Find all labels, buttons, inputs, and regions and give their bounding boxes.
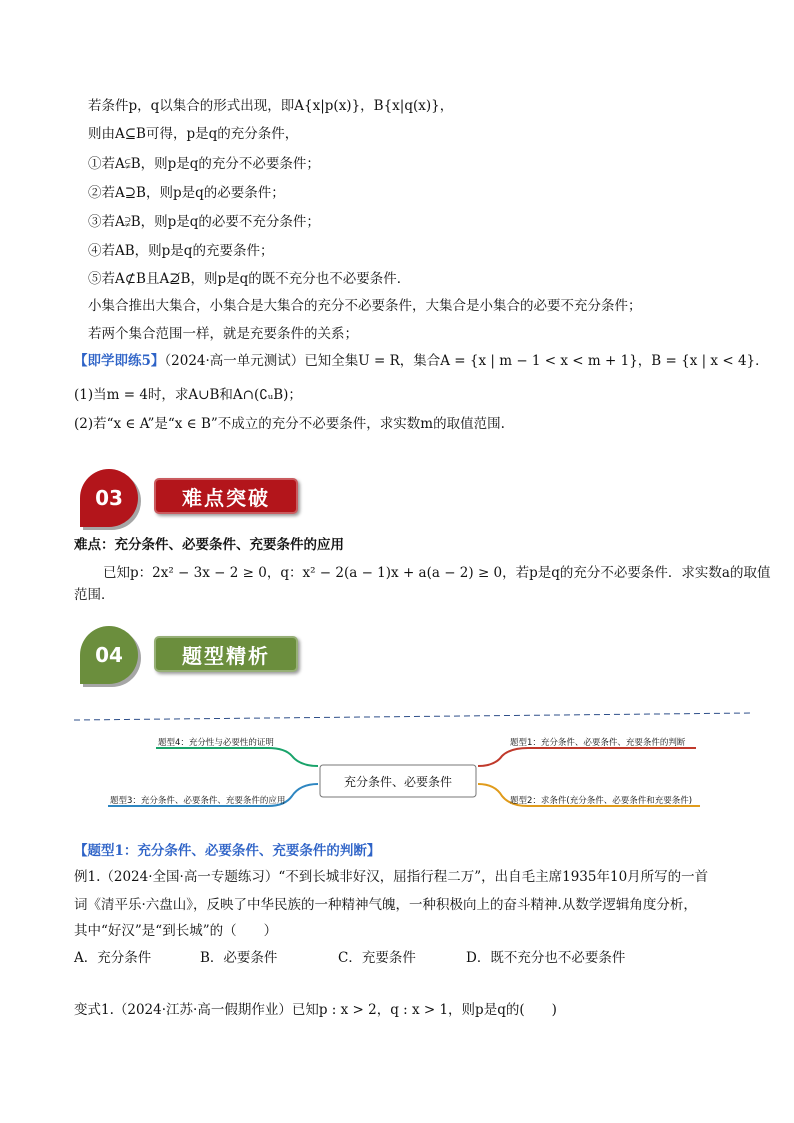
exercise-5-q2: (2)若“x ∈ A”是“x ∈ B”不成立的充分不必要条件，求实数m的取值范围. <box>74 416 505 432</box>
dashed-divider <box>74 713 752 720</box>
option-b: B．必要条件 <box>200 950 278 966</box>
conditions-rule: 则由A⊆B可得，p是q的充分条件， <box>88 126 299 142</box>
section-04-title: 题型精析 <box>182 643 270 668</box>
difficulty-heading: 难点：充分条件、必要条件、充要条件的应用 <box>74 537 344 553</box>
option-a: A．充分条件 <box>74 950 152 966</box>
exercise-text: 已知全集U = R，集合A = {x | m − 1 < x < m + 1}，B = {x | x < 4}． <box>304 353 769 369</box>
condition-item-3: ③若A⫌B，则p是q的必要不充分条件； <box>88 214 320 230</box>
section-04-number: 04 <box>95 643 123 667</box>
difficulty-line-2: 范围． <box>74 587 115 603</box>
branch-1 <box>478 748 696 766</box>
section-03-title: 难点突破 <box>182 485 270 510</box>
mindmap-topic-4: 题型4：充分性与必要性的证明 <box>158 738 274 748</box>
type-1-heading: 【题型1：充分条件、必要条件、充要条件的判断】 <box>74 843 381 859</box>
mindmap-center: 充分条件、必要条件 <box>343 774 452 789</box>
mindmap-topic-2: 题型2：求条件(充分条件、必要条件和充要条件) <box>510 796 693 806</box>
exercise-source: （2024·高一单元测试） <box>164 353 305 369</box>
example-1-line-3: 其中“好汉”是“到长城”的（ ） <box>74 923 278 939</box>
mindmap-topic-3: 题型3：充分条件、必要条件、充要条件的应用 <box>110 796 286 806</box>
example-1-line-1: 例1.（2024·全国·高一专题练习）“不到长城非好汉，屈指行程二万”，出自毛主席1935年10月所写的一首 <box>74 869 709 885</box>
conditions-note-2: 若两个集合范围一样，就是充要条件的关系； <box>88 326 358 342</box>
difficulty-line-1: 已知p：2x² − 3x − 2 ≥ 0，q：x² − 2(a − 1)x + a(a − 2) ≥ 0，若p是q的充分不必要条件．求实数a的取值 <box>103 565 771 581</box>
option-c: C．充要条件 <box>338 950 416 966</box>
exercise-5-q1: (1)当m = 4时，求A∪B和A∩(∁ᵤB)； <box>74 387 302 403</box>
condition-item-5: ⑤若A⊄B且A⊉B，则p是q的既不充分也不必要条件． <box>88 271 411 287</box>
conditions-note-1: 小集合推出大集合，小集合是大集合的充分不必要条件，大集合是小集合的必要不充分条件； <box>88 298 642 314</box>
exercise-tag: 【即学即练5】 <box>74 353 165 369</box>
condition-item-2: ②若A⊇B，则p是q的必要条件； <box>88 185 285 201</box>
variant-1: 变式1.（2024·江苏·高一假期作业）已知p : x > 2，q : x > 1，则p是q的( ) <box>74 1002 557 1018</box>
example-1-line-2: 词《清平乐·六盘山》，反映了中华民族的一种精神气魄，一种积极向上的奋斗精神.从数学逻辑角度分析， <box>74 897 697 913</box>
mindmap-topic-1: 题型1：充分条件、必要条件、充要条件的判断 <box>510 738 686 748</box>
option-d: D．既不充分也不必要条件 <box>466 950 626 966</box>
condition-item-1: ①若A⫋B，则p是q的充分不必要条件； <box>88 156 320 172</box>
section-03-number: 03 <box>95 486 123 510</box>
conditions-intro: 若条件p，q以集合的形式出现，即A{x|p(x)}，B{x|q(x)}， <box>88 98 454 114</box>
condition-item-4: ④若AB，则p是q的充要条件； <box>88 243 274 259</box>
branch-4 <box>156 748 318 766</box>
